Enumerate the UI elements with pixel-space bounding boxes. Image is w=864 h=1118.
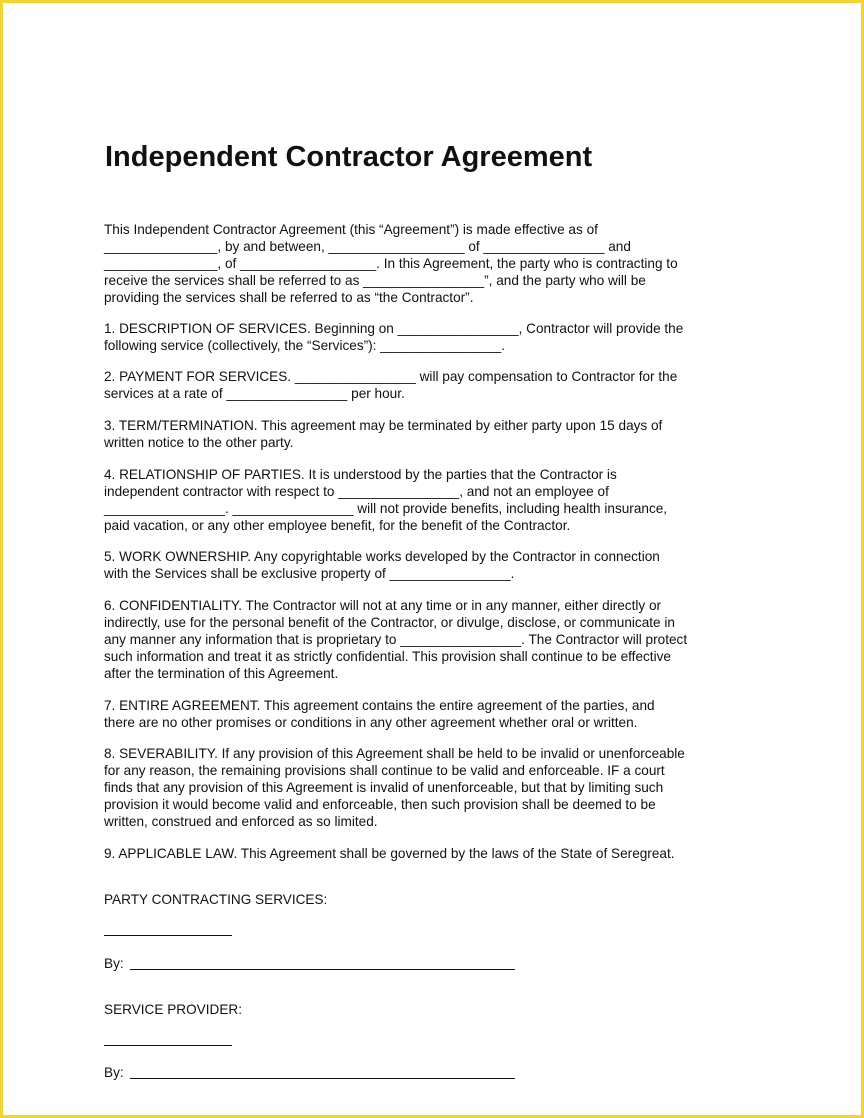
- text-line: 4. RELATIONSHIP OF PARTIES. It is understood by the parties that the Contractor is: [104, 467, 617, 482]
- text-line: after the termination of this Agreement.: [104, 666, 339, 681]
- section-applicable-law: [104, 845, 744, 862]
- text-line: 2. PAYMENT FOR SERVICES. ________________ will pay compensation to Contractor for the: [104, 369, 678, 384]
- section-work-ownership: [104, 548, 744, 582]
- by-label: By:: [104, 1065, 124, 1080]
- text-line: 9. APPLICABLE LAW. This Agreement shall be governed by the laws of the State of Seregreat.: [104, 846, 675, 861]
- service-provider-signature-line: [104, 1045, 232, 1046]
- text-line: 7. ENTIRE AGREEMENT. This agreement contains the entire agreement of the parties, and: [104, 698, 655, 713]
- text-line: _______________, of __________________. In this Agreement, the party who is contracting to: [104, 256, 678, 271]
- intro-paragraph: [104, 221, 744, 306]
- text-line: This Independent Contractor Agreement (this “Agreement”) is made effective as of: [104, 222, 598, 237]
- text-line: providing the services shall be referred to as “the Contractor”.: [104, 290, 474, 305]
- text-line: independent contractor with respect to ________________, and not an employee of: [104, 484, 609, 499]
- section-confidentiality: [104, 597, 744, 682]
- by-signature-line: [130, 1078, 515, 1079]
- text-line: for any reason, the remaining provisions shall continue to be valid and enforceable. IF a court: [104, 763, 665, 778]
- text-line: ________________. ________________ will not provide benefits, including health insurance,: [104, 501, 668, 516]
- section-term-termination: [104, 417, 744, 451]
- party-contracting-signature-line: [104, 935, 232, 936]
- section-entire-agreement: [104, 697, 744, 731]
- document-title: Independent Contractor Agreement: [105, 141, 593, 173]
- text-line: 3. TERM/TERMINATION. This agreement may be terminated by either party upon 15 days of: [104, 418, 663, 433]
- service-provider-by-field: [104, 1064, 124, 1081]
- text-line: written notice to the other party.: [104, 435, 294, 450]
- section-severability: [104, 745, 744, 830]
- section-description-of-services: [104, 320, 744, 354]
- text-line: receive the services shall be referred to as ________________”, and the party who will be: [104, 273, 646, 288]
- text-line: services at a rate of ________________ per hour.: [104, 386, 405, 401]
- text-line: with the Services shall be exclusive property of ________________.: [104, 566, 515, 581]
- text-line: paid vacation, or any other employee benefit, for the benefit of the Contractor.: [104, 518, 571, 533]
- section-payment-for-services: [104, 368, 744, 402]
- text-line: there are no other promises or conditions in any other agreement whether oral or written.: [104, 715, 638, 730]
- text-line: any manner any information that is proprietary to ________________. The Contractor will protect: [104, 632, 688, 647]
- party-contracting-services-label: PARTY CONTRACTING SERVICES:: [104, 892, 328, 907]
- service-provider-label: SERVICE PROVIDER:: [104, 1002, 242, 1017]
- text-line: written, construed and enforced as so limited.: [104, 814, 378, 829]
- text-line: following service (collectively, the “Services”): ________________.: [104, 338, 505, 353]
- text-line: _______________, by and between, __________________ of ________________ and: [104, 239, 631, 254]
- by-label: By:: [104, 956, 124, 971]
- text-line: such information and treat it as strictly confidential. This provision shall continue to be effective: [104, 649, 671, 664]
- text-line: provision it would become valid and enforceable, then such provision shall be deemed to be: [104, 797, 656, 812]
- text-line: indirectly, use for the personal benefit of the Contractor, or divulge, disclose, or communicate in: [104, 615, 675, 630]
- party-contracting-by-field: [104, 955, 124, 972]
- text-line: 8. SEVERABILITY. If any provision of this Agreement shall be held to be invalid or unenforceable: [104, 746, 685, 761]
- text-line: finds that any provision of this Agreement is invalid of unenforceable, but that by limiting such: [104, 780, 664, 795]
- section-relationship-of-parties: [104, 466, 744, 534]
- text-line: 5. WORK OWNERSHIP. Any copyrightable works developed by the Contractor in connection: [104, 549, 660, 564]
- text-line: 6. CONFIDENTIALITY. The Contractor will not at any time or in any manner, either directly or: [104, 598, 662, 613]
- text-line: 1. DESCRIPTION OF SERVICES. Beginning on ________________, Contractor will provide the: [104, 321, 684, 336]
- by-signature-line: [130, 969, 515, 970]
